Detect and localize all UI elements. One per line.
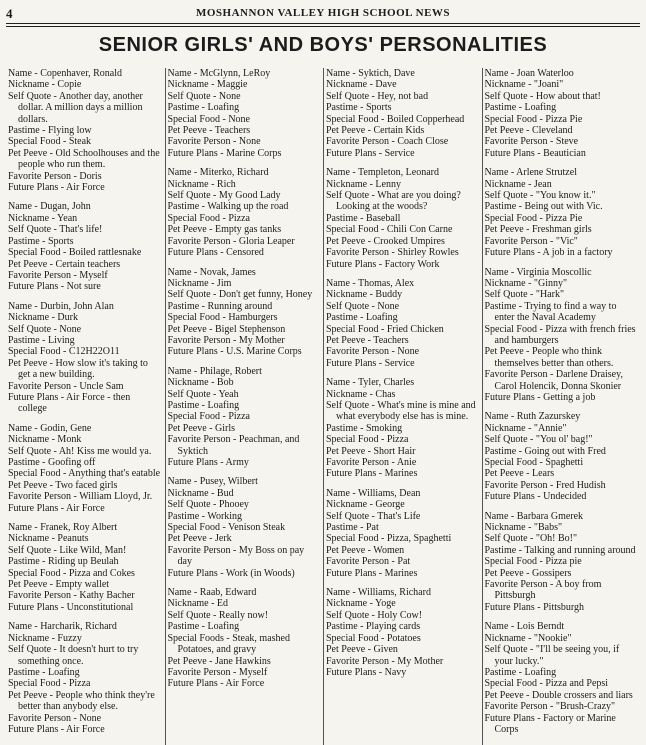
profile-entry (326, 488, 479, 579)
profile-field: Self Quote - Really now! (167, 609, 269, 621)
profile-field: Name - Virginia Moscollic (484, 266, 592, 278)
profile-entry (8, 201, 162, 292)
profile-field: Name - Franek, Roy Albert (8, 522, 118, 534)
profile-field: Self Quote - "Hark" (484, 289, 565, 301)
profile-field: Favorite Person - William Lloyd, Jr. (8, 491, 153, 503)
profile-entry (8, 522, 162, 613)
profile-field: Favorite Person - Steve (484, 136, 579, 148)
profile-field: Pastime - Walking up the road (167, 201, 289, 213)
profile-field: Favorite Person - My Boss on pay day (167, 544, 307, 568)
profile-field: Favorite Person - My Mother (167, 334, 285, 346)
profile-field: Nickname - Yean (8, 212, 78, 224)
profile-field: Pet Peeve - Cleveland (484, 125, 573, 137)
profile-field: Self Quote - Holy Cow! (326, 609, 423, 621)
profile-field: Special Food - Hamburgers (167, 312, 278, 324)
profile-field: Self Quote - That's Life (326, 510, 421, 522)
profile-field: Pastime - Living (8, 334, 75, 346)
profile-field: Future Plans - Undecided (484, 491, 587, 503)
profile-field: Nickname - "Nookie" (484, 632, 572, 644)
profile-field: Self Quote - "Oh! Bo!" (484, 533, 578, 545)
profile-field: Future Plans - U.S. Marine Corps (167, 346, 302, 358)
profile-field: Self Quote - Hey, not bad (326, 90, 429, 102)
profile-entry (168, 68, 321, 159)
profile-field: Special Food - Boiled Copperhead (326, 113, 465, 125)
profile-field: Favorite Person - My Mother (326, 655, 444, 667)
profile-field: Pet Peeve - Certain teachers (8, 258, 121, 270)
profile-field: Pet Peeve - Teachers (167, 125, 251, 137)
profile-field: Nickname - Fuzzy (8, 632, 82, 644)
profile-field: Nickname - Ed (167, 598, 229, 610)
profile-field: Name - Harcharik, Richard (8, 621, 117, 633)
newspaper-title: MOSHANNON VALLEY HIGH SCHOOL NEWS (195, 7, 451, 19)
profile-field: Self Quote - Phooey (167, 499, 249, 511)
profile-field: Self Quote - What's mine is mine and what everybody else has is mine. (326, 399, 479, 423)
profile-field: Future Plans - Beautician (484, 147, 586, 159)
profile-field: Pet Peeve - People who think themselves better than others. (484, 346, 614, 369)
profile-field: Special Food - Pizza, Spaghetti (326, 533, 452, 545)
profile-field: Pet Peeve - Lears (484, 468, 555, 480)
profile-field: Nickname - Yoge (326, 598, 396, 610)
profile-field: Special Food - Pizza and Cokes (8, 567, 135, 579)
profile-entry (168, 167, 321, 258)
profile-field: Nickname - "Ginny" (484, 277, 568, 289)
profile-field: Favorite Person - Peachman, and Syktich (167, 434, 302, 457)
profile-field: Future Plans - Air Force (8, 502, 105, 514)
profile-field: Nickname - "Joani" (484, 79, 564, 91)
profile-field: Pastime - Loafing (8, 666, 80, 678)
profile-field: Favorite Person - Pat (326, 556, 411, 568)
profile-entry (168, 267, 321, 358)
profile-field: Name - Syktich, Dave (326, 68, 415, 79)
profile-field: Pastime - Sports (8, 235, 74, 247)
profile-field: Future Plans - Unconstitutional (8, 601, 134, 613)
profile-field: Nickname - "Annie" (484, 422, 567, 434)
profile-field: Special Food - Steak (8, 136, 92, 148)
profile-entry (168, 366, 321, 469)
column-3 (323, 68, 482, 745)
profile-field: Pet Peeve - Old Schoolhouses and the people who run them. (8, 147, 163, 171)
profile-field: Self Quote - "You know it." (484, 190, 596, 202)
profile-field: Name - Durbin, John Alan (8, 300, 114, 312)
profile-field: Pet Peeve - Empty wallet (8, 579, 110, 591)
profile-field: Special Food - Venison Steak (167, 522, 286, 534)
profile-field: Pet Peeve - Bigel Stephenson (167, 323, 286, 335)
profile-field: Pastime - Going out with Fred (484, 445, 606, 457)
profile-field: Pet Peeve - Two faced girls (8, 479, 118, 491)
profile-field: Nickname - Durk (8, 312, 78, 324)
profile-field: Name - McGlynn, LeRoy (167, 68, 271, 79)
profile-field: Pastime - Running around (167, 300, 273, 312)
profile-field: Future Plans - Air Force (167, 678, 265, 690)
profile-field: Special Food - Pizza Pie (484, 212, 583, 224)
profile-field: Special Food - Potatoes (326, 632, 421, 644)
profile-field: Self Quote - Like Wild, Man! (8, 544, 127, 556)
profile-field: Special Food - Pizza with french fries and hamburgers (484, 323, 639, 346)
profile-entry (326, 68, 479, 159)
profile-field: Future Plans - Service (326, 357, 415, 369)
profile-field: Special Food - Pizza and Pepsi (484, 678, 609, 690)
profile-field: Future Plans - Marines (326, 567, 418, 579)
profile-entry (8, 621, 162, 735)
profile-field: Special Foods - Steak, mashed Potatoes, and gravy (167, 632, 293, 656)
profile-field: Special Food - Pizza pie (484, 556, 582, 568)
profile-field: Favorite Person - Darlene Draisey, Carol Holencik, Donna Skonier (484, 369, 626, 392)
profile-field: Pet Peeve - People who think they're better than anybody else. (8, 689, 158, 713)
profile-field: Pet Peeve - Freshman girls (484, 224, 592, 236)
profile-field: Pet Peeve - Jerk (167, 533, 232, 545)
profile-entry (8, 68, 162, 193)
profile-field: Special Food - Pizza Pie (484, 113, 583, 125)
profile-field: Favorite Person - A boy from Pittsburgh (484, 579, 604, 602)
profile-field: Pet Peeve - Double crossers and liars (484, 689, 633, 701)
profile-entry (168, 587, 321, 690)
profile-field: Favorite Person - Kathy Bacher (8, 590, 135, 602)
profile-field: Special Food - Pizza (167, 411, 250, 423)
profile-field: Name - Tyler, Charles (326, 377, 415, 389)
profile-field: Favorite Person - Gloria Leaper (167, 235, 295, 247)
profile-field: Future Plans - Navy (326, 666, 407, 678)
profile-field: Pet Peeve - Gossipers (484, 567, 572, 579)
profile-field: Special Food - Pizza (8, 678, 91, 690)
profile-field: Pastime - Loafing (326, 312, 398, 324)
profile-field: Nickname - Monk (8, 434, 82, 446)
profile-field: Self Quote - That's life! (8, 224, 103, 236)
profile-field: Future Plans - Air Force (8, 182, 105, 194)
profile-field: Name - Philage, Robert (167, 365, 262, 377)
profile-field: Special Food - Anything that's eatable (8, 468, 161, 480)
profile-field: Pastime - Sports (326, 102, 392, 114)
profile-field: Pastime - Loafing (167, 102, 240, 114)
profile-field: Favorite Person - Fred Hudish (484, 479, 606, 491)
profile-field: Special Food - Spaghetti (484, 457, 584, 468)
profile-field: Special Food - Pizza (326, 434, 409, 446)
profile-field: Name - Miterko, Richard (167, 167, 269, 179)
profile-field: Self Quote - Another day, another dollar. A million days a million dollars. (8, 90, 146, 125)
profile-field: Future Plans - Work (in Woods) (167, 567, 295, 579)
profile-field: Favorite Person - Myself (8, 269, 108, 281)
profile-field: Future Plans - Factory or Marine Corps (484, 712, 619, 735)
profile-field: Future Plans - Marine Corps (167, 147, 282, 159)
profile-entry (326, 587, 479, 678)
profile-field: Name - Arlene Strutzel (484, 167, 577, 179)
profile-field: Name - Ruth Zazurskey (484, 411, 581, 423)
profile-field: Nickname - Bud (167, 487, 234, 499)
profile-entry (326, 377, 479, 480)
profile-entry (168, 476, 321, 579)
profile-field: Favorite Person - Coach Close (326, 136, 449, 148)
profile-entry (485, 621, 638, 735)
profile-field: Pastime - Talking and running around (484, 544, 636, 556)
profile-field: Pet Peeve - Short Hair (326, 445, 416, 457)
profile-field: Name - Novak, James (167, 266, 256, 278)
profile-field: Self Quote - None (8, 323, 82, 335)
page-number: 4 (6, 6, 13, 21)
header-rule-thin (6, 26, 640, 27)
profile-field: Future Plans - Pittsburgh (484, 601, 585, 613)
profile-field: Nickname - Lenny (326, 178, 401, 190)
profile-field: Pastime - Playing cards (326, 621, 421, 633)
profile-field: Self Quote - Ah! Kiss me would ya. (8, 445, 152, 457)
header-rule (6, 23, 640, 24)
profile-field: Nickname - Buddy (326, 289, 403, 301)
profile-field: Future Plans - A job in a factory (484, 247, 613, 259)
column-2 (165, 68, 324, 745)
profile-field: Name - Templeton, Leonard (326, 167, 439, 179)
profile-field: Future Plans - Factory Work (326, 258, 440, 270)
profile-field: Pastime - Loafing (484, 102, 557, 114)
profile-field: Name - Lois Berndt (484, 621, 565, 633)
profile-field: Self Quote - How about that! (484, 90, 601, 102)
profile-field: Self Quote - What are you doing? Looking at the woods? (326, 190, 464, 213)
profile-entry (485, 511, 638, 614)
profile-field: Self Quote - Don't get funny, Honey (167, 289, 313, 301)
article-headline: SENIOR GIRLS' AND BOYS' PERSONALITIES (98, 34, 548, 56)
profile-field: Nickname - Jean (484, 178, 552, 190)
profile-field: Special Food - Boiled rattlesnake (8, 247, 142, 259)
profile-field: Pastime - Riding up Beulah (8, 556, 119, 568)
profile-field: Self Quote - It doesn't hurt to try something once. (8, 644, 141, 667)
profile-field: Pet Peeve - How slow it's taking to get a new building. (8, 357, 151, 381)
profile-field: Future Plans - Service (326, 147, 415, 159)
profile-field: Pastime - Baseball (326, 212, 401, 224)
profile-entry (485, 267, 638, 404)
profile-entry (8, 301, 162, 415)
profile-field: Future Plans - Marines (326, 468, 418, 480)
profile-field: Favorite Person - None (8, 712, 102, 724)
profile-field: Favorite Person - Uncle Sam (8, 380, 124, 392)
profile-field: Future Plans - Air Force - then college (8, 391, 133, 415)
profile-field: Pet Peeve - Certain Kids (326, 125, 425, 137)
profile-field: Nickname - George (326, 499, 405, 511)
profile-field: Name - Dugan, John (8, 201, 91, 213)
profile-field: Name - Williams, Dean (326, 487, 421, 499)
profile-field: Pastime - Loafing (167, 399, 240, 411)
profile-field: Pet Peeve - Empty gas tanks (167, 224, 282, 236)
profile-entry (485, 68, 638, 159)
profile-field: Self Quote - Yeah (167, 388, 239, 400)
profile-field: Self Quote - None (326, 300, 400, 312)
profile-entry (8, 423, 162, 514)
profile-field: Pastime - Trying to find a way to enter the Naval Academy (484, 300, 619, 324)
profile-field: Nickname - Copie (8, 79, 82, 91)
profile-field: Pet Peeve - Given (326, 644, 398, 656)
profile-field: Pet Peeve - Girls (167, 422, 235, 434)
profile-field: Pastime - Loafing (167, 621, 240, 633)
profile-field: Favorite Person - "Brush-Crazy" (484, 701, 616, 713)
profile-field: Name - Joan Waterloo (484, 68, 574, 79)
profile-field: Name - Copenhaver, Ronald (8, 68, 123, 79)
profile-field: Favorite Person - None (326, 346, 420, 358)
profile-field: Future Plans - Censored (167, 247, 264, 259)
profile-field: Nickname - Maggie (167, 79, 248, 91)
profile-field: Pastime - Loafing (484, 666, 557, 678)
profile-entry (485, 167, 638, 258)
profile-field: Pet Peeve - Women (326, 544, 405, 556)
profile-field: Favorite Person - "Vic" (484, 235, 578, 247)
profile-field: Future Plans - Getting a job (484, 391, 596, 403)
profile-field: Self Quote - "You ol' bag!" (484, 434, 593, 446)
profile-field: Name - Williams, Richard (326, 587, 431, 599)
profile-field: Name - Godin, Gene (8, 422, 92, 434)
profile-field: Pastime - Pat (326, 522, 379, 534)
profile-field: Pastime - Smoking (326, 422, 403, 434)
profile-field: Pet Peeve - Teachers (326, 334, 409, 346)
profile-field: Pastime - Being out with Vic. (484, 201, 603, 213)
profile-field: Favorite Person - Shirley Rowles (326, 247, 459, 259)
profile-entry (326, 167, 479, 270)
profile-field: Name - Pusey, Wilbert (167, 476, 258, 488)
page-header (6, 6, 640, 22)
column-1 (6, 68, 165, 745)
profile-field: Favorite Person - Doris (8, 170, 102, 182)
column-4 (482, 68, 641, 745)
profile-field: Pastime - Goofing off (8, 457, 96, 468)
profile-field: Nickname - Dave (326, 79, 397, 91)
profile-field: Special Food - Pizza (167, 212, 250, 224)
profile-field: Future Plans - Army (167, 457, 249, 468)
profile-field: Favorite Person - Myself (167, 666, 268, 678)
profile-field: Special Food - None (167, 113, 250, 125)
article-columns (6, 68, 640, 745)
profile-entry (326, 278, 479, 369)
profile-field: Nickname - "Babs" (484, 522, 563, 534)
profile-field: Favorite Person - None (167, 136, 261, 148)
profile-field: Pet Peeve - Jane Hawkins (167, 655, 271, 667)
profile-field: Special Food - Chili Con Carne (326, 224, 453, 236)
profile-field: Special Food - C12H22O11 (8, 346, 120, 358)
profile-field: Self Quote - "I'll be seeing you, if your lucky." (484, 644, 622, 667)
profile-field: Pet Peeve - Crooked Umpires (326, 235, 445, 247)
profile-entry (485, 411, 638, 502)
profile-field: Name - Thomas, Alex (326, 277, 415, 289)
profile-field: Favorite Person - Anie (326, 457, 417, 468)
profile-field: Nickname - Bob (167, 377, 234, 389)
profile-field: Self Quote - None (167, 90, 241, 102)
profile-field: Nickname - Jim (167, 277, 232, 289)
profile-field: Self Quote - My Good Lady (167, 190, 281, 202)
profile-field: Nickname - Rich (167, 178, 236, 190)
profile-field: Nickname - Peanuts (8, 533, 89, 545)
profile-field: Future Plans - Not sure (8, 281, 101, 293)
profile-field: Name - Barbara Gmerek (484, 510, 584, 522)
profile-field: Special Food - Fried Chicken (326, 323, 444, 335)
profile-field: Pastime - Working (167, 510, 243, 522)
profile-field: Future Plans - Air Force (8, 723, 105, 735)
profile-field: Nickname - Chas (326, 388, 396, 400)
profile-field: Name - Raab, Edward (167, 587, 257, 599)
profile-field: Pastime - Flying low (8, 125, 92, 137)
